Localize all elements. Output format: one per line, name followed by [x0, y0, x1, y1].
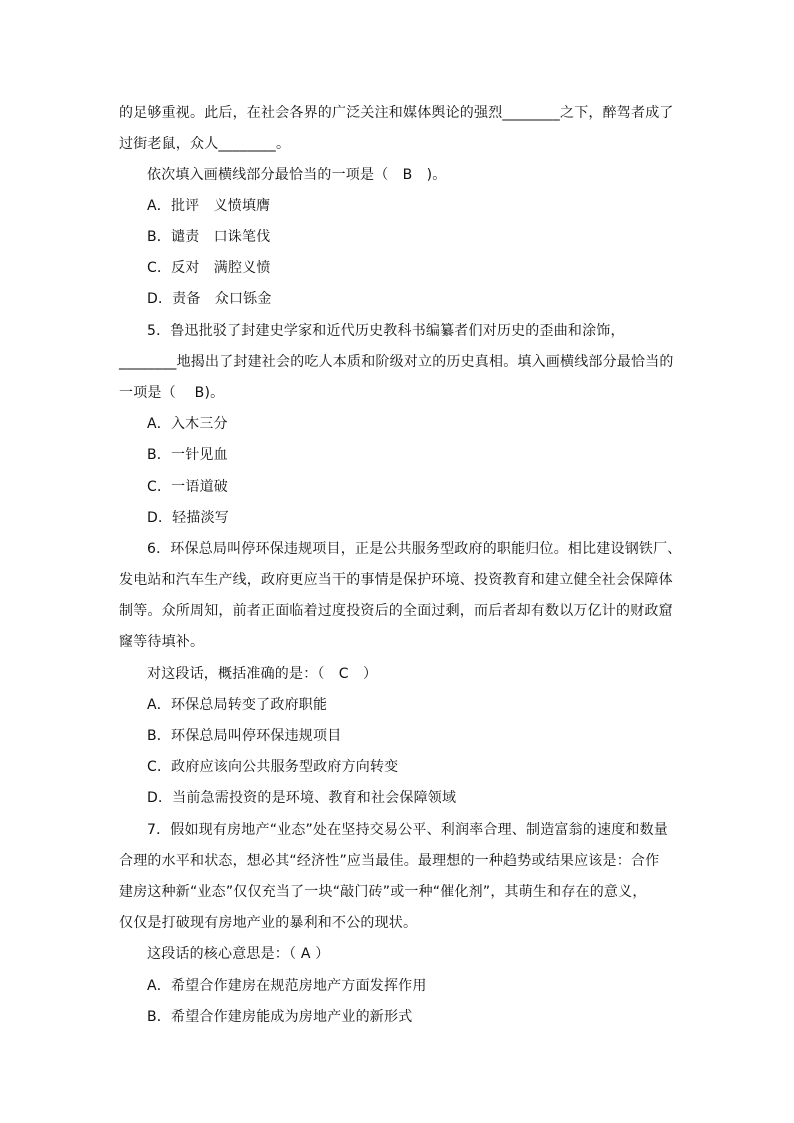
question-7-line-3: 建房这种新“业态”仅仅充当了一块“敲门砖”或一种“催化剂”，其萌生和存在的意义，	[119, 884, 647, 900]
question-7-line-1: 7．假如现有房地产“业态”处在坚持交易公平、利润率合理、制造富翁的速度和数量	[147, 822, 669, 838]
q6-option-d: D．当前急需投资的是环境、教育和社会保障领域	[147, 790, 457, 806]
q7-option-a: A．希望合作建房在规范房地产方面发挥作用	[147, 978, 427, 994]
q6-option-b: B．环保总局叫停环保违规项目	[147, 728, 342, 744]
q6-option-c: C．政府应该向公共服务型政府方向转变	[147, 759, 399, 775]
q4-option-d: D．责备 众口铄金	[147, 291, 272, 307]
q5-option-b: B．一针见血	[147, 447, 228, 463]
question-5-line-3: 一项是（ B)。	[119, 385, 225, 401]
question-7-prompt: 这段话的核心意思是：（ A ）	[147, 946, 330, 962]
q6-option-a: A．环保总局转变了政府职能	[147, 697, 328, 713]
q7-option-b: B．希望合作建房能成为房地产业的新形式	[147, 1009, 413, 1025]
q4-option-a: A．批评 义愤填膺	[147, 198, 271, 214]
question-6-prompt: 对这段话，概括准确的是：（ C ）	[147, 666, 378, 682]
q4-option-c: C．反对 满腔义愤	[147, 260, 271, 276]
q5-option-a: A．入木三分	[147, 416, 228, 432]
question-6-line-4: 窿等待填补。	[119, 634, 205, 650]
question-6-line-3: 制等。众所周知，前者正面临着过度投资后的全面过剩，而后者却有数以万亿计的财政窟	[119, 603, 673, 619]
question-7-line-2: 合理的水平和状态，想必其“经济性”应当最佳。最理想的一种趋势或结果应该是：合作	[119, 853, 660, 869]
q5-option-c: C．一语道破	[147, 479, 228, 495]
paragraph-line: 的足够重视。此后，在社会各界的广泛关注和媒体舆论的强烈________之下，醉驾者成了	[119, 105, 674, 121]
question-6-line-1: 6．环保总局叫停环保违规项目，正是公共服务型政府的职能归位。相比建设钢铁厂、	[147, 541, 682, 557]
q5-option-d: D．轻描淡写	[147, 510, 229, 526]
paragraph-line: 过街老鼠，众人________。	[119, 136, 291, 152]
question-5-line-2: ________地揭出了封建社会的吃人本质和阶级对立的历史真相。填入画横线部分最恰当的	[119, 354, 674, 370]
question-7-line-4: 仅仅是打破现有房地产业的暴利和不公的现状。	[119, 915, 418, 931]
question-6-line-2: 发电站和汽车生产线，政府更应当干的事情是保护环境、投资教育和建立健全社会保障体	[119, 572, 673, 588]
question-4-prompt: 依次填入画横线部分最恰当的一项是（ B )。	[147, 167, 447, 183]
question-5-line-1: 5．鲁迅批驳了封建史学家和近代历史教科书编纂者们对历史的歪曲和涂饰，	[147, 323, 625, 339]
q4-option-b: B．谴责 口诛笔伐	[147, 229, 271, 245]
